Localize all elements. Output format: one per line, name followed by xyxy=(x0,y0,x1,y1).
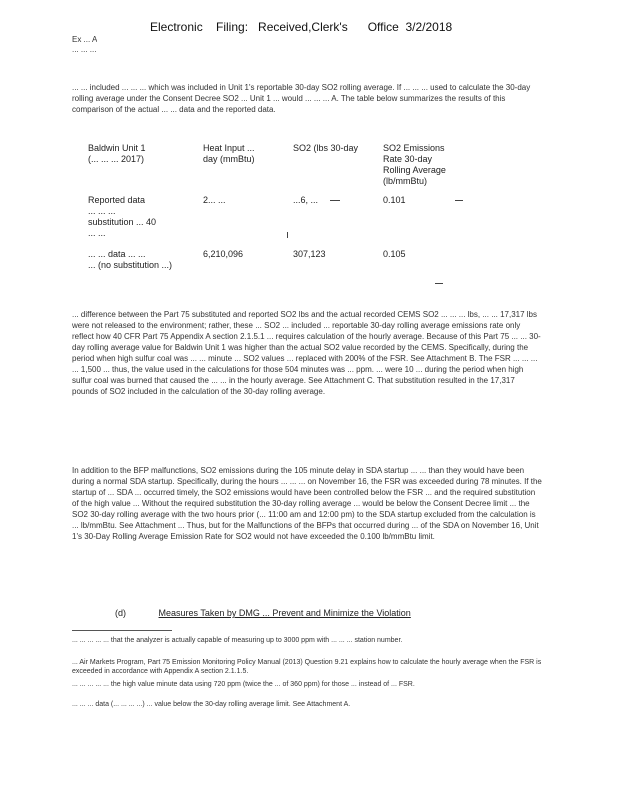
header-so2-lbs: SO2 (lbs 30-day xyxy=(293,143,359,153)
footnote-separator xyxy=(72,630,172,631)
scan-mark xyxy=(435,283,443,284)
row-label: Reported data ... ... ... substitution ... 40 ... ... xyxy=(88,195,157,238)
analysis-paragraph-1: ... difference between the Part 75 substituted and reported SO2 lbs and the actual recorded CEMS SO2 ... ... ... lbs, ... ... 17,317 lbs were not released to the environment; rather, these ... SO2 ... included ... reportable 30-day rolling average emissions rate only reflect how 40 CFR Part 75 Appendix A section 2.1.5.1 ... requires calculation of the hourly average. Because of this Part 75 ... ... 30-day rolling average value for Baldwin Unit 1 was higher than the actual SO2 value recorded by the CEMS. Specifically, during the period when high sulfur coal was ... ... minute ... SO2 values ... replaced with 200% of the FSR. See Attachment B. The FSR ... ... ... ... 1,500 ... thus, the value used in the calculations for those 504 minutes was ... ppm. ... were 10 ... during the period when high sulfur coal was burned that caused the ... ... in the hourly average. See Attachment C. That substitution resulted in the 17,317 pounds of SO2 included in the calculation of the 30-day rolling average. xyxy=(72,310,541,396)
section-letter: (d) xyxy=(115,608,126,618)
footnote-4: ... ... ... data (... ... ... ...) ... value below the 30-day rolling average limit. See Attachment A. xyxy=(72,701,351,708)
table-row xyxy=(88,195,488,239)
section-heading-d xyxy=(115,608,411,618)
exhibit-sublabel: ... ... ... xyxy=(72,45,97,54)
row-label: ... ... data ... ... ... (no substitution ...) xyxy=(88,249,173,270)
row-so2: 307,123 xyxy=(293,249,326,259)
row-rate: 0.101 xyxy=(383,195,406,205)
comparison-table xyxy=(88,143,488,279)
table-row xyxy=(88,249,488,271)
scan-mark xyxy=(330,200,340,201)
row-rate: 0.105 xyxy=(383,249,406,259)
intro-paragraph: ... ... included ... ... ... which was included in Unit 1's reportable 30-day SO2 rolling average. If ... ... ... used to calculate the 30-day rolling average under the Consent Decree SO2 ... Unit 1 ... would ... ... ... A. The table below summarizes the results of this comparison of the actual ... ... data and the reported data. xyxy=(72,83,531,114)
header-unit: Baldwin Unit 1 (... ... ... 2017) xyxy=(88,143,146,164)
footnote-2: ... Air Markets Program, Part 75 Emission Monitoring Policy Manual (2013) Question 9.21 explains how to calculate the hourly average when the FSR is exceeded in accordance with Appendix A section 2.1.1.5. xyxy=(72,659,542,675)
header-emission-rate: SO2 Emissions Rate 30-day Rolling Average (lb/mmBtu) xyxy=(383,143,446,186)
footnote-3: ... ... ... ... ... the high value minute data using 720 ppm (twice the ... of 360 ppm) for those ... instead of ... FSR. xyxy=(72,681,415,688)
scan-mark xyxy=(455,200,463,201)
row-so2: ...6, ... xyxy=(293,195,319,205)
table-header-row xyxy=(88,143,488,187)
exhibit-label: Ex ... A xyxy=(72,35,98,44)
row-heat-input: 6,210,096 xyxy=(203,249,244,259)
header-heat-input: Heat Input ... day (mmBtu) xyxy=(203,143,255,164)
filing-stamp-header: Electronic Filing: Received,Clerk's Office 3/2/2018 xyxy=(150,20,453,34)
scan-mark xyxy=(287,232,288,238)
section-title: Measures Taken by DMG ... Prevent and Minimize the Violation xyxy=(158,608,411,618)
analysis-paragraph-2: In addition to the BFP malfunctions, SO2 emissions during the 105 minute delay in SDA startup ... ... than they would have been during a normal SDA startup. Specifically, during the hours ... ... ... on November 16, the FSR was exceeded during 78 minutes. If the startup of ... SDA ... occurred timely, the SO2 emissions would have been controlled below the FSR ... and the required substitution of the high value ... Without the required substitution the 30-day rolling average ... would be below the Consent Decree limit ... the SO2 30-day rolling average with the two hours prior (... 11:00 am and 12:00 pm) to the SDA startup excluded from the calculation is ... lb/mmBtu. See Attachment ... Thus, but for the Malfunctions of the BFPs that occurred during ... of the SDA on November 16, Unit 1's 30-Day Rolling Average Emission Rate for SO2 would not have exceeded the 0.100 lb/mmBtu limit. xyxy=(72,466,542,541)
footnote-1: ... ... ... ... ... that the analyzer is actually capable of measuring up to 3000 ppm with ... ... ... station number. xyxy=(72,637,403,644)
row-heat-input: 2... ... xyxy=(203,195,226,205)
